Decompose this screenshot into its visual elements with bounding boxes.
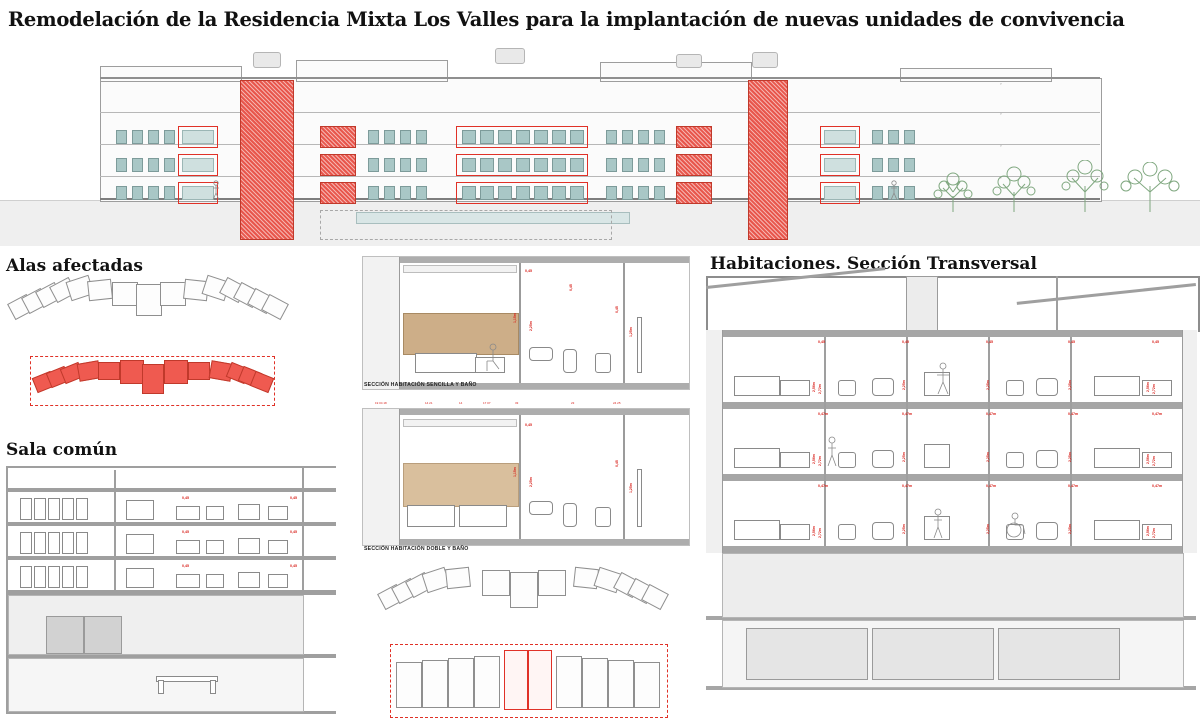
window — [516, 158, 530, 172]
window — [462, 130, 476, 144]
window — [904, 158, 915, 172]
window — [480, 158, 494, 172]
person-figure-icon — [826, 436, 840, 466]
window — [606, 158, 617, 172]
highlight-hatch-unit — [676, 154, 712, 176]
window — [368, 158, 379, 172]
facade-roof-right — [900, 68, 1052, 82]
window-group — [824, 158, 856, 172]
section-title-habitaciones: Habitaciones. Sección Transversal — [710, 254, 1037, 274]
window — [638, 130, 649, 144]
window-group — [182, 186, 214, 200]
window — [132, 158, 143, 172]
window — [888, 130, 899, 144]
window — [400, 186, 411, 200]
window — [116, 186, 127, 200]
window — [384, 130, 395, 144]
wheelchair-icon — [1006, 512, 1028, 538]
window — [164, 130, 175, 144]
person-figure-icon — [932, 508, 946, 538]
tree-icon — [990, 166, 1038, 212]
window — [416, 158, 427, 172]
window — [148, 130, 159, 144]
person-figure-icon — [934, 362, 954, 394]
window — [416, 186, 427, 200]
highlight-hatch-unit — [320, 154, 356, 176]
highlight-hatch-unit — [676, 182, 712, 204]
section-title-alas: Alas afectadas — [6, 256, 143, 276]
window — [638, 186, 649, 200]
facade-roof-left — [100, 66, 242, 82]
roof-line — [100, 77, 1100, 79]
window — [400, 130, 411, 144]
window — [888, 158, 899, 172]
window — [498, 158, 512, 172]
window — [400, 158, 411, 172]
window — [654, 158, 665, 172]
highlight-hatch-unit — [676, 126, 712, 148]
single-room-section: 0,45 1,15m 2,25m 0,45 1,25m 0,45 — [362, 256, 690, 390]
window — [148, 158, 159, 172]
window — [534, 158, 548, 172]
person-figure-icon — [485, 343, 503, 373]
window — [606, 186, 617, 200]
window — [116, 130, 127, 144]
plan-general-context — [8, 278, 290, 340]
window — [164, 158, 175, 172]
double-room-section: 0,45 1,15m 2,25m 0,45 1,25m 19 04 18 14 21 14 17 07 33 23 24 25 — [362, 408, 690, 546]
window — [416, 130, 427, 144]
plan-detail-units — [396, 650, 660, 712]
roof-vent-2 — [495, 48, 525, 64]
window-group — [824, 130, 856, 144]
window — [904, 130, 915, 144]
window — [552, 158, 566, 172]
sala-comun-section: 0,45 0,45 0,45 0,45 0,45 0,45 — [6, 466, 336, 716]
tree-icon — [1060, 160, 1110, 212]
window-group — [182, 158, 214, 172]
window — [570, 158, 584, 172]
window — [622, 130, 633, 144]
window — [622, 158, 633, 172]
window — [570, 130, 584, 144]
window — [132, 130, 143, 144]
window — [462, 186, 476, 200]
page-title: Remodelación de la Residencia Mixta Los Valles para la implantación de nuevas unidades de convivencia — [8, 8, 1125, 31]
roof-vent-3 — [676, 54, 702, 68]
caption-single-room: SECCIÓN HABITACIÓN SENCILLA Y BAÑO — [364, 382, 477, 388]
window — [638, 158, 649, 172]
window — [654, 186, 665, 200]
window — [480, 186, 494, 200]
window — [552, 186, 566, 200]
window — [384, 186, 395, 200]
window-group — [182, 130, 214, 144]
window — [872, 158, 883, 172]
window — [606, 130, 617, 144]
basement-outline — [320, 210, 612, 240]
transversal-section: 2,72m 2,56m 2,25m 2,25m 2,25m 2,72m 2,56m 2,72m 2,56m 2,25m 2,25m 2,25m 2,72m 2,56m 2,72m 2,56m 2,25m 2,25m 2,25m 2,72m 2,56m 0,45 0,45 0,45 0,45 0,45 0,47m 0,47m 0,47m 0,47m 0,47m 0,47m 0,47m 0,47m 0,47m 0,47m — [706, 276, 1196, 712]
window — [132, 186, 143, 200]
window — [872, 186, 883, 200]
window — [516, 186, 530, 200]
window — [480, 130, 494, 144]
window — [368, 186, 379, 200]
plan-affected-wings — [34, 360, 270, 400]
window-group — [824, 186, 856, 200]
window — [534, 130, 548, 144]
window — [498, 186, 512, 200]
person-figure-icon — [890, 180, 898, 200]
caption-double-room: SECCIÓN HABITACIÓN DOBLE Y BAÑO — [364, 546, 469, 552]
window — [622, 186, 633, 200]
window — [368, 130, 379, 144]
red-core-left — [240, 80, 294, 240]
window — [654, 130, 665, 144]
highlight-hatch-unit — [320, 182, 356, 204]
tree-icon — [930, 170, 976, 212]
roof-vent-4 — [752, 52, 778, 68]
window — [904, 186, 915, 200]
highlight-hatch-unit — [320, 126, 356, 148]
window — [552, 130, 566, 144]
window — [872, 130, 883, 144]
window — [116, 158, 127, 172]
window — [516, 130, 530, 144]
window — [164, 186, 175, 200]
window — [498, 130, 512, 144]
person-figure-icon — [212, 180, 220, 200]
facade-roof-midleft — [296, 60, 448, 82]
roof-vent-1 — [253, 52, 281, 68]
red-core-right — [748, 80, 788, 240]
window — [384, 158, 395, 172]
window — [570, 186, 584, 200]
section-title-sala: Sala común — [6, 440, 118, 460]
window — [462, 158, 476, 172]
tree-icon — [1120, 162, 1180, 212]
building-elevation-drawing: ˅ ˅ ˅ ˅ — [0, 40, 1200, 245]
window — [148, 186, 159, 200]
window — [534, 186, 548, 200]
plan-general-lower-context — [378, 566, 668, 628]
